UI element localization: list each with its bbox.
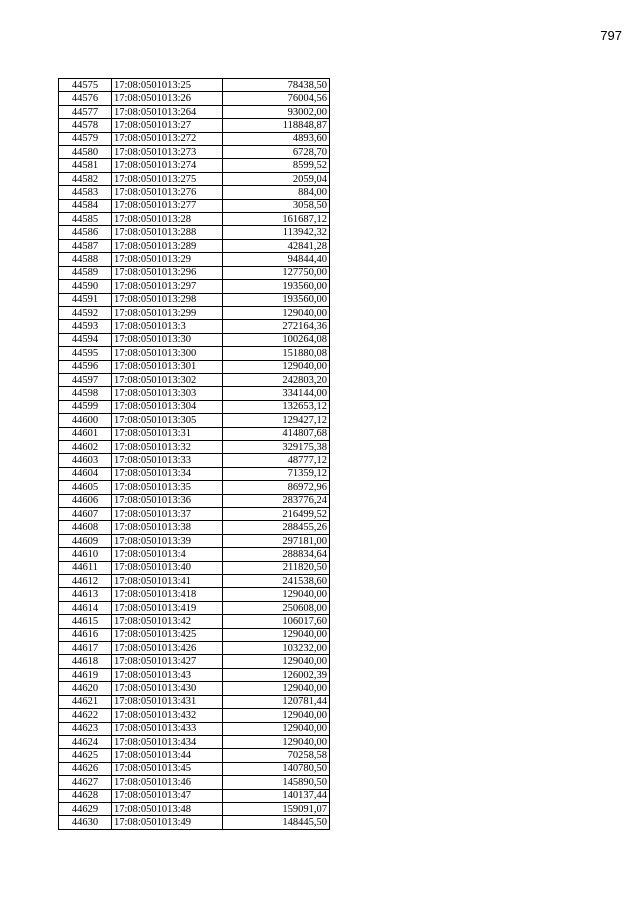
value-cell: 42841,28 xyxy=(223,239,330,252)
row-number-cell: 44576 xyxy=(59,92,112,105)
row-number-cell: 44615 xyxy=(59,615,112,628)
cadastral-number-cell: 17:08:0501013:37 xyxy=(112,508,223,521)
table-row xyxy=(59,561,330,574)
row-number-cell: 44609 xyxy=(59,534,112,547)
value-cell: 193560,00 xyxy=(223,293,330,306)
value-cell: 120781,44 xyxy=(223,695,330,708)
value-cell: 113942,32 xyxy=(223,226,330,239)
table-row xyxy=(59,146,330,159)
value-cell: 129040,00 xyxy=(223,722,330,735)
value-cell: 93002,00 xyxy=(223,105,330,118)
row-number-cell: 44630 xyxy=(59,816,112,829)
table-row xyxy=(59,467,330,480)
table-body xyxy=(59,79,330,830)
row-number-cell: 44613 xyxy=(59,588,112,601)
table-row xyxy=(59,481,330,494)
row-number-cell: 44580 xyxy=(59,146,112,159)
table-row xyxy=(59,266,330,279)
value-cell: 140137,44 xyxy=(223,789,330,802)
table-row xyxy=(59,735,330,748)
row-number-cell: 44589 xyxy=(59,266,112,279)
cadastral-number-cell: 17:08:0501013:305 xyxy=(112,414,223,427)
cadastral-number-cell: 17:08:0501013:288 xyxy=(112,226,223,239)
cadastral-number-cell: 17:08:0501013:45 xyxy=(112,762,223,775)
row-number-cell: 44618 xyxy=(59,655,112,668)
table-row xyxy=(59,695,330,708)
row-number-cell: 44606 xyxy=(59,494,112,507)
cadastral-number-cell: 17:08:0501013:419 xyxy=(112,601,223,614)
row-number-cell: 44624 xyxy=(59,735,112,748)
cadastral-number-cell: 17:08:0501013:432 xyxy=(112,709,223,722)
row-number-cell: 44598 xyxy=(59,387,112,400)
table-row xyxy=(59,280,330,293)
row-number-cell: 44593 xyxy=(59,320,112,333)
row-number-cell: 44587 xyxy=(59,239,112,252)
value-cell: 118848,87 xyxy=(223,119,330,132)
table-row xyxy=(59,682,330,695)
table-row xyxy=(59,186,330,199)
table-row xyxy=(59,722,330,735)
value-cell: 6728,70 xyxy=(223,146,330,159)
value-cell: 127750,00 xyxy=(223,266,330,279)
row-number-cell: 44596 xyxy=(59,360,112,373)
row-number-cell: 44607 xyxy=(59,508,112,521)
value-cell: 129040,00 xyxy=(223,306,330,319)
value-cell: 86972,96 xyxy=(223,481,330,494)
table-row xyxy=(59,802,330,815)
cadastral-number-cell: 17:08:0501013:48 xyxy=(112,802,223,815)
cadastral-number-cell: 17:08:0501013:272 xyxy=(112,132,223,145)
row-number-cell: 44623 xyxy=(59,722,112,735)
value-cell: 211820,50 xyxy=(223,561,330,574)
value-cell: 129040,00 xyxy=(223,628,330,641)
cadastral-number-cell: 17:08:0501013:44 xyxy=(112,749,223,762)
value-cell: 241538,60 xyxy=(223,575,330,588)
cadastral-number-cell: 17:08:0501013:426 xyxy=(112,642,223,655)
cadastral-number-cell: 17:08:0501013:274 xyxy=(112,159,223,172)
cadastral-number-cell: 17:08:0501013:27 xyxy=(112,119,223,132)
table-row xyxy=(59,749,330,762)
table-row xyxy=(59,668,330,681)
value-cell: 129040,00 xyxy=(223,682,330,695)
table-row xyxy=(59,159,330,172)
table-row xyxy=(59,454,330,467)
value-cell: 3058,50 xyxy=(223,199,330,212)
table-row xyxy=(59,360,330,373)
row-number-cell: 44616 xyxy=(59,628,112,641)
value-cell: 216499,52 xyxy=(223,508,330,521)
table-row xyxy=(59,293,330,306)
value-cell: 193560,00 xyxy=(223,280,330,293)
cadastral-number-cell: 17:08:0501013:41 xyxy=(112,575,223,588)
cadastral-number-cell: 17:08:0501013:43 xyxy=(112,668,223,681)
cadastral-number-cell: 17:08:0501013:433 xyxy=(112,722,223,735)
row-number-cell: 44614 xyxy=(59,601,112,614)
row-number-cell: 44584 xyxy=(59,199,112,212)
cadastral-number-cell: 17:08:0501013:46 xyxy=(112,776,223,789)
row-number-cell: 44610 xyxy=(59,548,112,561)
cadastral-number-cell: 17:08:0501013:303 xyxy=(112,387,223,400)
value-cell: 8599,52 xyxy=(223,159,330,172)
cadastral-number-cell: 17:08:0501013:427 xyxy=(112,655,223,668)
value-cell: 884,00 xyxy=(223,186,330,199)
cadastral-number-cell: 17:08:0501013:277 xyxy=(112,199,223,212)
table-row xyxy=(59,601,330,614)
row-number-cell: 44617 xyxy=(59,642,112,655)
table-row xyxy=(59,199,330,212)
cadastral-number-cell: 17:08:0501013:273 xyxy=(112,146,223,159)
value-cell: 161687,12 xyxy=(223,213,330,226)
table-row xyxy=(59,387,330,400)
row-number-cell: 44626 xyxy=(59,762,112,775)
cadastral-number-cell: 17:08:0501013:300 xyxy=(112,347,223,360)
cadastral-number-cell: 17:08:0501013:302 xyxy=(112,373,223,386)
cadastral-number-cell: 17:08:0501013:49 xyxy=(112,816,223,829)
value-cell: 4893,60 xyxy=(223,132,330,145)
cadastral-number-cell: 17:08:0501013:34 xyxy=(112,467,223,480)
cadastral-number-cell: 17:08:0501013:264 xyxy=(112,105,223,118)
table-row xyxy=(59,816,330,829)
cadastral-number-cell: 17:08:0501013:26 xyxy=(112,92,223,105)
table-row xyxy=(59,105,330,118)
cadastral-number-cell: 17:08:0501013:42 xyxy=(112,615,223,628)
table-row xyxy=(59,400,330,413)
table-row xyxy=(59,92,330,105)
table-row xyxy=(59,320,330,333)
cadastral-number-cell: 17:08:0501013:301 xyxy=(112,360,223,373)
row-number-cell: 44612 xyxy=(59,575,112,588)
cadastral-number-cell: 17:08:0501013:276 xyxy=(112,186,223,199)
value-cell: 76004,56 xyxy=(223,92,330,105)
row-number-cell: 44583 xyxy=(59,186,112,199)
table-row xyxy=(59,172,330,185)
row-number-cell: 44600 xyxy=(59,414,112,427)
table-row xyxy=(59,534,330,547)
row-number-cell: 44578 xyxy=(59,119,112,132)
table-row xyxy=(59,119,330,132)
table-row xyxy=(59,333,330,346)
cadastral-number-cell: 17:08:0501013:425 xyxy=(112,628,223,641)
cadastral-number-cell: 17:08:0501013:35 xyxy=(112,481,223,494)
value-cell: 70258,58 xyxy=(223,749,330,762)
cadastral-number-cell: 17:08:0501013:296 xyxy=(112,266,223,279)
cadastral-number-cell: 17:08:0501013:431 xyxy=(112,695,223,708)
row-number-cell: 44575 xyxy=(59,79,112,92)
cadastral-number-cell: 17:08:0501013:299 xyxy=(112,306,223,319)
value-cell: 71359,12 xyxy=(223,467,330,480)
table-row xyxy=(59,253,330,266)
row-number-cell: 44629 xyxy=(59,802,112,815)
value-cell: 283776,24 xyxy=(223,494,330,507)
value-cell: 2059,04 xyxy=(223,172,330,185)
row-number-cell: 44621 xyxy=(59,695,112,708)
row-number-cell: 44619 xyxy=(59,668,112,681)
cadastral-number-cell: 17:08:0501013:418 xyxy=(112,588,223,601)
cadastral-number-cell: 17:08:0501013:4 xyxy=(112,548,223,561)
cadastral-number-cell: 17:08:0501013:33 xyxy=(112,454,223,467)
row-number-cell: 44599 xyxy=(59,400,112,413)
table-row xyxy=(59,615,330,628)
row-number-cell: 44594 xyxy=(59,333,112,346)
value-cell: 242803,20 xyxy=(223,373,330,386)
value-cell: 126002,39 xyxy=(223,668,330,681)
cadastral-number-cell: 17:08:0501013:40 xyxy=(112,561,223,574)
table-row xyxy=(59,762,330,775)
table-row xyxy=(59,548,330,561)
value-cell: 103232,00 xyxy=(223,642,330,655)
row-number-cell: 44604 xyxy=(59,467,112,480)
row-number-cell: 44577 xyxy=(59,105,112,118)
value-cell: 78438,50 xyxy=(223,79,330,92)
table-row xyxy=(59,306,330,319)
cadastral-number-cell: 17:08:0501013:289 xyxy=(112,239,223,252)
row-number-cell: 44579 xyxy=(59,132,112,145)
value-cell: 129040,00 xyxy=(223,655,330,668)
row-number-cell: 44582 xyxy=(59,172,112,185)
value-cell: 288455,26 xyxy=(223,521,330,534)
cadastral-number-cell: 17:08:0501013:297 xyxy=(112,280,223,293)
value-cell: 148445,50 xyxy=(223,816,330,829)
row-number-cell: 44628 xyxy=(59,789,112,802)
table-row xyxy=(59,226,330,239)
table-row xyxy=(59,239,330,252)
row-number-cell: 44611 xyxy=(59,561,112,574)
table-row xyxy=(59,213,330,226)
value-cell: 334144,00 xyxy=(223,387,330,400)
row-number-cell: 44592 xyxy=(59,306,112,319)
value-cell: 48777,12 xyxy=(223,454,330,467)
table-row xyxy=(59,132,330,145)
table-row xyxy=(59,789,330,802)
row-number-cell: 44603 xyxy=(59,454,112,467)
value-cell: 129040,00 xyxy=(223,360,330,373)
cadastral-number-cell: 17:08:0501013:298 xyxy=(112,293,223,306)
value-cell: 414807,68 xyxy=(223,427,330,440)
table-row xyxy=(59,655,330,668)
cadastral-number-cell: 17:08:0501013:25 xyxy=(112,79,223,92)
table-row xyxy=(59,521,330,534)
row-number-cell: 44585 xyxy=(59,213,112,226)
value-cell: 151880,08 xyxy=(223,347,330,360)
row-number-cell: 44586 xyxy=(59,226,112,239)
row-number-cell: 44608 xyxy=(59,521,112,534)
table-row xyxy=(59,776,330,789)
table-row xyxy=(59,508,330,521)
value-cell: 129040,00 xyxy=(223,588,330,601)
row-number-cell: 44597 xyxy=(59,373,112,386)
table-row xyxy=(59,440,330,453)
value-cell: 140780,50 xyxy=(223,762,330,775)
table-row xyxy=(59,79,330,92)
row-number-cell: 44601 xyxy=(59,427,112,440)
cadastral-value-table xyxy=(58,78,330,830)
cadastral-number-cell: 17:08:0501013:30 xyxy=(112,333,223,346)
value-cell: 106017,60 xyxy=(223,615,330,628)
cadastral-number-cell: 17:08:0501013:3 xyxy=(112,320,223,333)
row-number-cell: 44605 xyxy=(59,481,112,494)
cadastral-number-cell: 17:08:0501013:31 xyxy=(112,427,223,440)
cadastral-number-cell: 17:08:0501013:47 xyxy=(112,789,223,802)
cadastral-number-cell: 17:08:0501013:304 xyxy=(112,400,223,413)
cadastral-number-cell: 17:08:0501013:32 xyxy=(112,440,223,453)
cadastral-number-cell: 17:08:0501013:430 xyxy=(112,682,223,695)
value-cell: 129040,00 xyxy=(223,709,330,722)
value-cell: 100264,08 xyxy=(223,333,330,346)
value-cell: 129040,00 xyxy=(223,735,330,748)
cadastral-number-cell: 17:08:0501013:39 xyxy=(112,534,223,547)
table-row xyxy=(59,709,330,722)
value-cell: 94844,40 xyxy=(223,253,330,266)
row-number-cell: 44627 xyxy=(59,776,112,789)
table-row xyxy=(59,494,330,507)
row-number-cell: 44620 xyxy=(59,682,112,695)
value-cell: 250608,00 xyxy=(223,601,330,614)
table-row xyxy=(59,642,330,655)
row-number-cell: 44581 xyxy=(59,159,112,172)
value-cell: 297181,00 xyxy=(223,534,330,547)
table-row xyxy=(59,427,330,440)
cadastral-number-cell: 17:08:0501013:275 xyxy=(112,172,223,185)
cadastral-number-cell: 17:08:0501013:28 xyxy=(112,213,223,226)
value-cell: 288834,64 xyxy=(223,548,330,561)
row-number-cell: 44595 xyxy=(59,347,112,360)
table-row xyxy=(59,373,330,386)
row-number-cell: 44588 xyxy=(59,253,112,266)
cadastral-number-cell: 17:08:0501013:38 xyxy=(112,521,223,534)
table-row xyxy=(59,575,330,588)
value-cell: 272164,36 xyxy=(223,320,330,333)
row-number-cell: 44625 xyxy=(59,749,112,762)
row-number-cell: 44590 xyxy=(59,280,112,293)
value-cell: 132653,12 xyxy=(223,400,330,413)
table-row xyxy=(59,588,330,601)
row-number-cell: 44591 xyxy=(59,293,112,306)
table-row xyxy=(59,414,330,427)
cadastral-number-cell: 17:08:0501013:36 xyxy=(112,494,223,507)
value-cell: 159091,07 xyxy=(223,802,330,815)
value-cell: 145890,50 xyxy=(223,776,330,789)
cadastral-number-cell: 17:08:0501013:434 xyxy=(112,735,223,748)
row-number-cell: 44622 xyxy=(59,709,112,722)
row-number-cell: 44602 xyxy=(59,440,112,453)
cadastral-number-cell: 17:08:0501013:29 xyxy=(112,253,223,266)
table-row xyxy=(59,347,330,360)
page-number: 797 xyxy=(600,28,622,43)
value-cell: 129427,12 xyxy=(223,414,330,427)
value-cell: 329175,38 xyxy=(223,440,330,453)
table-row xyxy=(59,628,330,641)
